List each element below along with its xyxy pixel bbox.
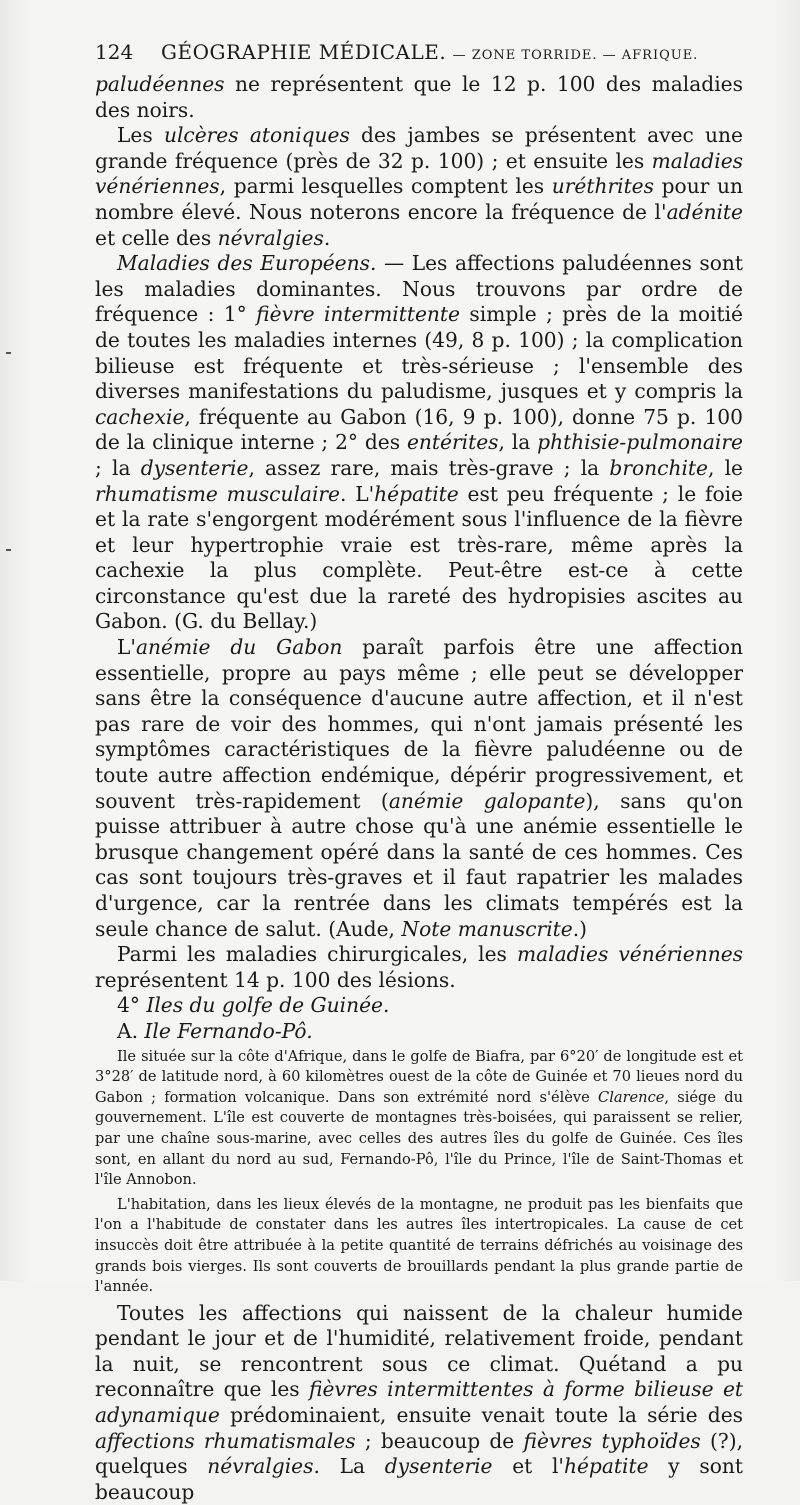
paragraph-continued: paludéennes ne représentent que le 12 p. 100 des maladies des noirs. <box>95 72 743 122</box>
paragraph-anemie: L'anémie du Gabon paraît parfois être une affection essentielle, propre au pays même ; elle peut se développer sans être la conséquence d'aucune autre affection, et il n'est pas rare de voir des hommes, qui n'ont jamais présenté les symptômes caractéristiques de la fièvre paludéenne ou de toute autre affection endémique, dépérir progressivement, et souvent très-rapidement (anémie galopante), sans qu'on puisse attribuer à autre chose qu'à une anémie essentielle le brusque changement opéré dans la santé de ces hommes. Ces cas sont toujours très-graves et il faut rapatrier les malades d'urgence, car la rentrée dans les climats tempérés est la seule chance de salut. (Aude, Note manuscrite.) <box>95 635 744 941</box>
paragraph-affections: Toutes les affections qui naissent de la chaleur humide pendant le jour et de l'humidité, relativement froide, pendant la nuit, se rencontrent sous ce climat. Quétand a pu reconnaître que les fièvres intermittentes à forme bilieuse et adynamique prédominaient, ensuite venait toute la série des affections rhumatismales ; beaucoup de fièvres typhoïdes (?), quelques névralgies. La dysenterie et l'hépatite y sont beaucoup <box>95 1300 743 1504</box>
margin-mark <box>6 549 11 551</box>
page-number: 124 <box>95 40 134 64</box>
section-heading: 4° Iles du golfe de Guinée. <box>117 993 390 1018</box>
paragraph-ulceres: Les ulcères atoniques des jambes se présentent avec une grande fréquence (près de 32 p. 100) ; et ensuite les maladies vénériennes, parmi lesquelles comptent les uréthrites pour un nombre élevé. Nous noterons encore la fréquence de l'adénite et celle des névralgies. <box>95 123 743 250</box>
running-header <box>95 40 745 70</box>
running-section: — ZONE TORRIDE. — AFRIQUE. <box>452 48 699 63</box>
paragraph-maladies-europeens: Maladies des Européens. — Les affections paludéennes sont les maladies dominantes. Nous trouvons par ordre de fréquence : 1° fièvre intermittente simple ; près de la moitié de toutes les maladies internes (49, 8 p. 100) ; la complication bilieuse est fréquente et très-sérieuse ; l'ensemble des diverses manifestations du paludisme, jusques et y compris la cachexie, fréquente au Gabon (16, 9 p. 100), donne 75 p. 100 de la clinique interne ; 2° des entérites, la phthisie-pulmonaire ; la dysenterie, assez rare, mais très-grave ; la bronchite, le rhumatisme musculaire. L'hépatite est peu fréquente ; le foie et la rate s'engorgent modérément sous l'influence de la fièvre et leur hypertrophie vraie est très-rare, même après la cachexie la plus complète. Peut-être est-ce à cette circonstance qu'est due la rareté des hydropisies ascites au Gabon. (G. du Bellay.) <box>95 251 743 634</box>
running-title: GÉOGRAPHIE MÉDICALE. <box>161 40 447 64</box>
margin-mark <box>6 352 11 354</box>
subsection-heading: A. Ile Fernando-Pô. <box>117 1018 313 1043</box>
small-paragraph-habitation: L'habitation, dans les lieux élevés de la montagne, ne produit pas les bienfaits que l'on a l'habitude de constater dans les autres îles intertropicales. La cause de cet insuccès doit être attribuée à la petite quantité de terrains défrichés au voisinage des grands bois vierges. Ils sont couverts de brouillards pendant la plus grande partie de l'année. <box>95 1195 743 1296</box>
paragraph-chirurgicales: Parmi les maladies chirurgicales, les maladies vénériennes représentent 14 p. 100 des lésions. <box>95 942 743 992</box>
small-paragraph-description: Ile située sur la côte d'Afrique, dans le golfe de Biafra, par 6°20′ de longitude est et 3°28′ de latitude nord, à 60 kilomètres ouest de la côte de Guinée et 70 lieues nord du Gabon ; formation volcanique. Dans son extrémité nord s'élève Clarence, siége du gouvernement. L'île est couverte de montagnes très-boisées, qui paraissent se relier, par une chaîne sous-marine, avec celles des autres îles du golfe de Guinée. Ces îles sont, en allant du nord au sud, Fernando-Pô, l'île du Prince, l'île de Saint-Thomas et l'île Annobon. <box>95 1047 743 1189</box>
page-body <box>95 72 743 1505</box>
